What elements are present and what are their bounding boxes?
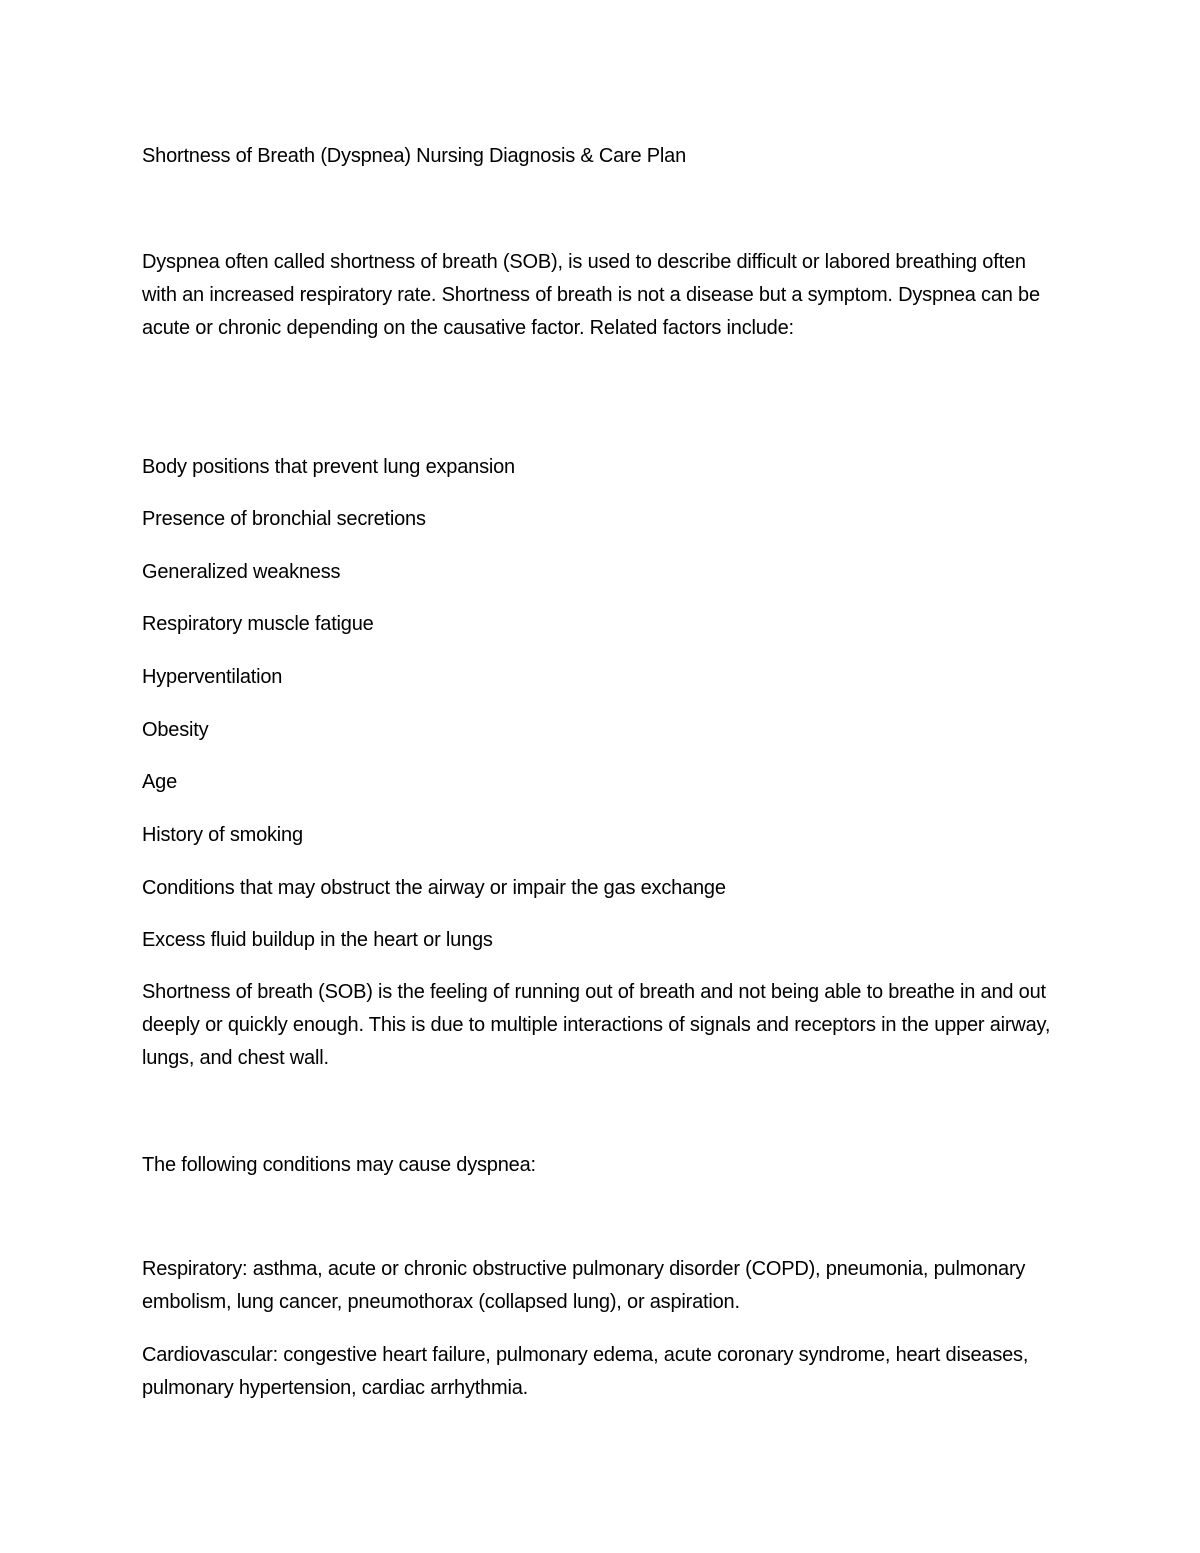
related-factor-item: Presence of bronchial secretions <box>142 508 426 530</box>
related-factor-item: Conditions that may obstruct the airway or impair the gas exchange <box>142 877 726 899</box>
related-factor-item: History of smoking <box>142 824 303 846</box>
related-factor-item: Generalized weakness <box>142 561 341 583</box>
related-factor-item: Obesity <box>142 719 209 741</box>
related-factor-item: Age <box>142 771 177 793</box>
related-factor-item: Body positions that prevent lung expansion <box>142 456 515 478</box>
conditions-heading: The following conditions may cause dyspnea: <box>142 1154 536 1176</box>
sob-paragraph: Shortness of breath (SOB) is the feeling of running out of breath and not being able to breathe in and out deeply or quickly enough. This is due to multiple interactions of signals and receptors in the upper airway, lungs, and chest wall. <box>142 981 1051 1069</box>
related-factor-item: Hyperventilation <box>142 666 283 688</box>
respiratory-paragraph: Respiratory: asthma, acute or chronic obstructive pulmonary disorder (COPD), pneumonia, pulmonary embolism, lung cancer, pneumothorax (collapsed lung), or aspiration. <box>142 1258 1026 1313</box>
cardiovascular-paragraph: Cardiovascular: congestive heart failure, pulmonary edema, acute coronary syndrome, heart diseases, pulmonary hypertension, cardiac arrhythmia. <box>142 1344 1029 1399</box>
document-title: Shortness of Breath (Dyspnea) Nursing Diagnosis & Care Plan <box>142 145 687 167</box>
related-factor-item: Respiratory muscle fatigue <box>142 613 374 635</box>
intro-paragraph: Dyspnea often called shortness of breath (SOB), is used to describe difficult or labored breathing often with an increased respiratory rate. Shortness of breath is not a disease but a symptom. Dyspnea can be acute or chronic depending on the causative factor. Related factors include: <box>142 251 1040 339</box>
related-factor-item: Excess fluid buildup in the heart or lungs <box>142 929 493 951</box>
